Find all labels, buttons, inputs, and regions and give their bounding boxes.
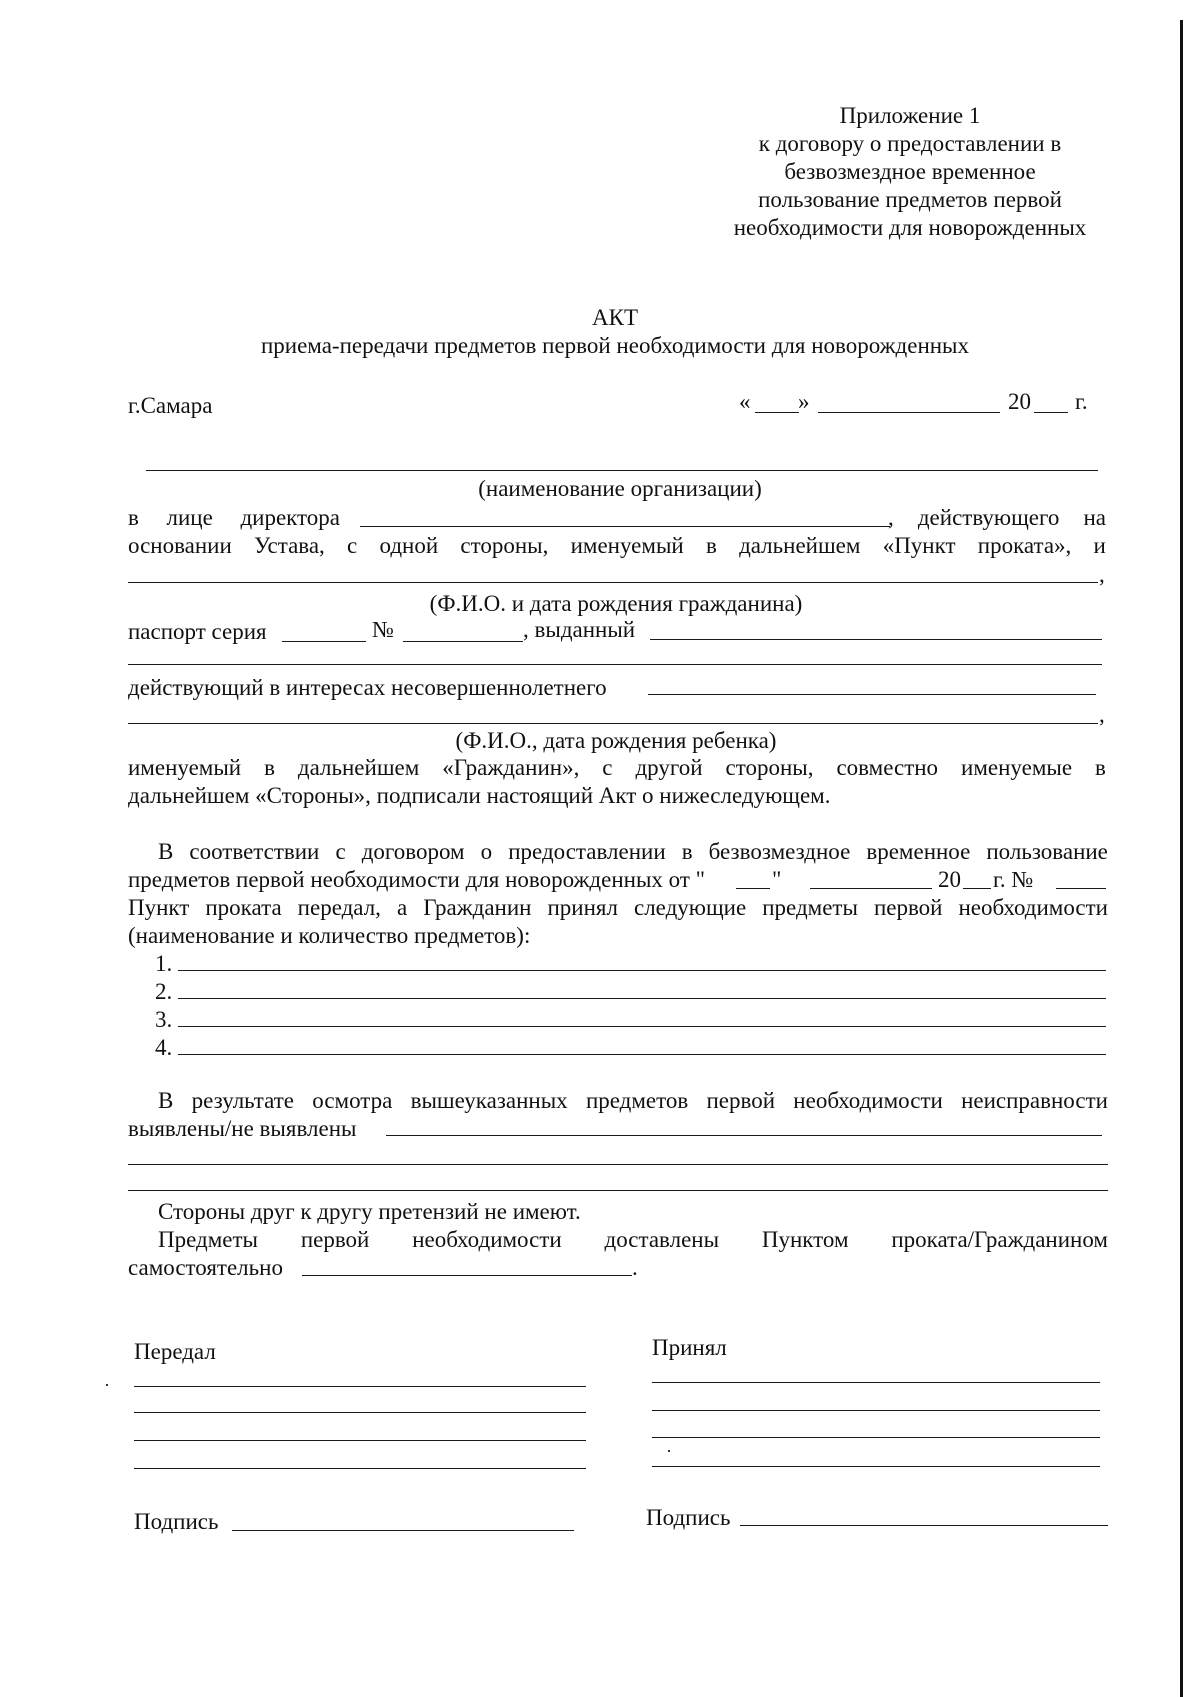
document-subtitle: приема-передачи предметов первой необходимости для новорожденных — [260, 333, 970, 358]
contract-year-prefix: 20 — [938, 867, 961, 892]
contract-number-label: г. № — [993, 867, 1034, 892]
word: предоставлении — [508, 839, 666, 864]
word: а — [396, 895, 408, 920]
date-year-prefix: 20 — [1008, 389, 1031, 414]
right-signature-label: Подпись — [646, 1505, 731, 1530]
named-line-1 — [128, 756, 1106, 779]
para1-line-2b: " — [772, 867, 782, 892]
appendix-line-1: Приложение 1 — [839, 103, 981, 128]
item-field-2[interactable] — [178, 998, 1106, 999]
para1-line-1 — [158, 840, 1108, 863]
place-label: г.Самара — [128, 393, 213, 418]
word: передал, — [297, 895, 381, 920]
transferred-label: Передал — [134, 1339, 216, 1364]
item-number-3: 3. — [155, 1007, 173, 1032]
minor-field[interactable] — [648, 694, 1096, 695]
transferred-field-4[interactable] — [134, 1468, 586, 1469]
contract-month-field[interactable] — [810, 888, 932, 889]
word: В — [158, 839, 174, 864]
received-field-3[interactable] — [652, 1437, 1100, 1438]
word: с — [602, 755, 613, 780]
received-field-4[interactable] — [652, 1466, 1100, 1467]
item-field-1[interactable] — [178, 970, 1106, 971]
transferred-field-1[interactable] — [134, 1386, 586, 1387]
word: дальнейшем — [739, 533, 861, 558]
scan-speck — [668, 1450, 670, 1452]
word: в — [264, 755, 275, 780]
word: в — [681, 839, 693, 864]
word: основании — [128, 533, 232, 558]
word: «Пункт — [882, 533, 956, 558]
word: «Гражданин», — [442, 755, 580, 780]
word: директора — [240, 505, 340, 530]
word: соответствии — [189, 839, 320, 864]
inspection-line-1 — [158, 1089, 1108, 1112]
basis-line — [128, 534, 1106, 557]
word: именуемый — [570, 533, 684, 558]
word: проката — [205, 895, 282, 920]
word: в — [1095, 755, 1106, 780]
passport-series-field[interactable] — [282, 641, 366, 642]
director-prefix — [128, 506, 340, 529]
passport-number-field[interactable] — [403, 641, 523, 642]
delivery-field[interactable] — [302, 1275, 632, 1276]
word: Гражданин — [423, 895, 532, 920]
word: В — [158, 1088, 174, 1113]
left-signature-field[interactable] — [232, 1530, 574, 1531]
word: результате — [191, 1088, 294, 1113]
page-edge-line — [1180, 20, 1183, 1697]
received-field-2[interactable] — [652, 1410, 1100, 1411]
document-title: АКТ — [592, 305, 638, 330]
date-year-field[interactable] — [1034, 412, 1068, 413]
word: одной — [379, 533, 439, 558]
word: лице — [166, 505, 213, 530]
word: Пунктом — [761, 1227, 849, 1252]
word: в — [705, 533, 717, 558]
date-close-quote: » — [798, 389, 810, 414]
word: Предметы — [158, 1227, 258, 1252]
word: доставлены — [604, 1227, 720, 1252]
delivery-line-2: самостоятельно — [128, 1255, 283, 1280]
word: пользование — [986, 839, 1108, 864]
claims-text: Стороны друг к другу претензий не имеют. — [158, 1199, 581, 1224]
appendix-line-4: пользование предметов первой — [758, 187, 1062, 212]
passport-number-label: № — [372, 617, 394, 642]
date-month-field[interactable] — [818, 412, 1000, 413]
word: другой — [635, 755, 703, 780]
word: именуемые — [961, 755, 1073, 780]
item-field-3[interactable] — [178, 1026, 1106, 1027]
word: проката», — [977, 533, 1072, 558]
inspection-field-2[interactable] — [128, 1164, 1108, 1165]
organization-field[interactable] — [146, 470, 1098, 471]
date-open-quote: « — [739, 389, 751, 414]
named-line-2: дальнейшем «Стороны», подписали настоящий Акт о нижеследующем. — [128, 783, 831, 808]
transferred-field-2[interactable] — [134, 1412, 586, 1413]
left-signature-label: Подпись — [134, 1509, 219, 1534]
para1-line-4: (наименование и количество предметов): — [128, 923, 531, 948]
para1-line-3 — [128, 896, 1108, 919]
item-number-1: 1. — [155, 951, 173, 976]
word: предметы — [762, 895, 858, 920]
word: осмотра — [312, 1088, 393, 1113]
contract-year-field[interactable] — [963, 888, 991, 889]
word: первой — [300, 1227, 370, 1252]
contract-day-field[interactable] — [736, 888, 770, 889]
word: и — [1093, 533, 1106, 558]
word: безвозмездное — [708, 839, 851, 864]
word: первой — [873, 895, 943, 920]
citizen-caption: (Ф.И.О. и дата рождения гражданина) — [429, 591, 803, 616]
appendix-line-3: безвозмездное временное — [784, 159, 1036, 184]
child-caption: (Ф.И.О., дата рождения ребенка) — [455, 728, 777, 753]
comma-2: , — [1099, 702, 1105, 727]
citizen-name-field[interactable] — [128, 582, 1098, 583]
item-number-4: 4. — [155, 1035, 173, 1060]
organization-caption: (наименование организации) — [478, 476, 762, 501]
word: стороны, — [460, 533, 549, 558]
date-day-field[interactable] — [755, 412, 799, 413]
scan-speck — [106, 1384, 108, 1386]
delivery-line-1 — [158, 1228, 1108, 1251]
word: на — [1083, 505, 1106, 530]
transferred-field-3[interactable] — [134, 1440, 586, 1441]
word: Устава, — [254, 533, 325, 558]
word: с — [347, 533, 358, 558]
appendix-line-5: необходимости для новорожденных — [733, 215, 1087, 240]
word: действующего — [917, 505, 1060, 530]
child-name-field[interactable] — [128, 723, 1098, 724]
minor-label: действующий в интересах несовершеннолетнего — [128, 675, 607, 700]
word: необходимости — [958, 895, 1108, 920]
item-number-2: 2. — [155, 979, 173, 1004]
passport-issued-field[interactable] — [650, 639, 1102, 640]
word: проката/Гражданином — [891, 1227, 1108, 1252]
word: о — [480, 839, 493, 864]
word: необходимости — [793, 1088, 943, 1113]
word: именуемый — [128, 755, 242, 780]
appendix-line-2: к договору о предоставлении в — [758, 131, 1062, 156]
word: первой — [706, 1088, 776, 1113]
comma: , — [1099, 562, 1105, 587]
word: совместно — [836, 755, 939, 780]
word: следующие — [634, 895, 747, 920]
received-label: Принял — [652, 1335, 727, 1360]
contract-number-field[interactable] — [1056, 888, 1106, 889]
word: в — [128, 505, 139, 530]
inspection-field[interactable] — [386, 1135, 1102, 1136]
director-name-field[interactable] — [360, 526, 890, 527]
word: предметов — [585, 1088, 689, 1113]
date-year-suffix: г. — [1075, 389, 1088, 414]
word: с — [335, 839, 346, 864]
inspection-field-3[interactable] — [128, 1190, 1108, 1191]
word: необходимости — [412, 1227, 562, 1252]
word: стороны, — [725, 755, 814, 780]
passport-issued-field-2[interactable] — [128, 664, 1102, 665]
word: дальнейшем — [297, 755, 420, 780]
passport-series-label: паспорт серия — [128, 619, 267, 644]
word: неисправности — [961, 1088, 1108, 1113]
item-field-4[interactable] — [178, 1054, 1106, 1055]
word: договором — [361, 839, 465, 864]
word: временное — [866, 839, 971, 864]
director-suffix — [888, 506, 1106, 529]
word: Пункт — [128, 895, 190, 920]
para1-line-2a: предметов первой необходимости для новорожденных от " — [128, 867, 706, 892]
received-field-1[interactable] — [652, 1382, 1100, 1383]
inspection-line-2: выявлены/не выявлены — [128, 1116, 357, 1141]
word: принял — [547, 895, 618, 920]
word: вышеуказанных — [410, 1088, 568, 1113]
passport-issued-label: , выданный — [523, 617, 636, 642]
word: , — [888, 505, 894, 530]
right-signature-field[interactable] — [740, 1525, 1108, 1526]
delivery-period: . — [632, 1255, 638, 1280]
